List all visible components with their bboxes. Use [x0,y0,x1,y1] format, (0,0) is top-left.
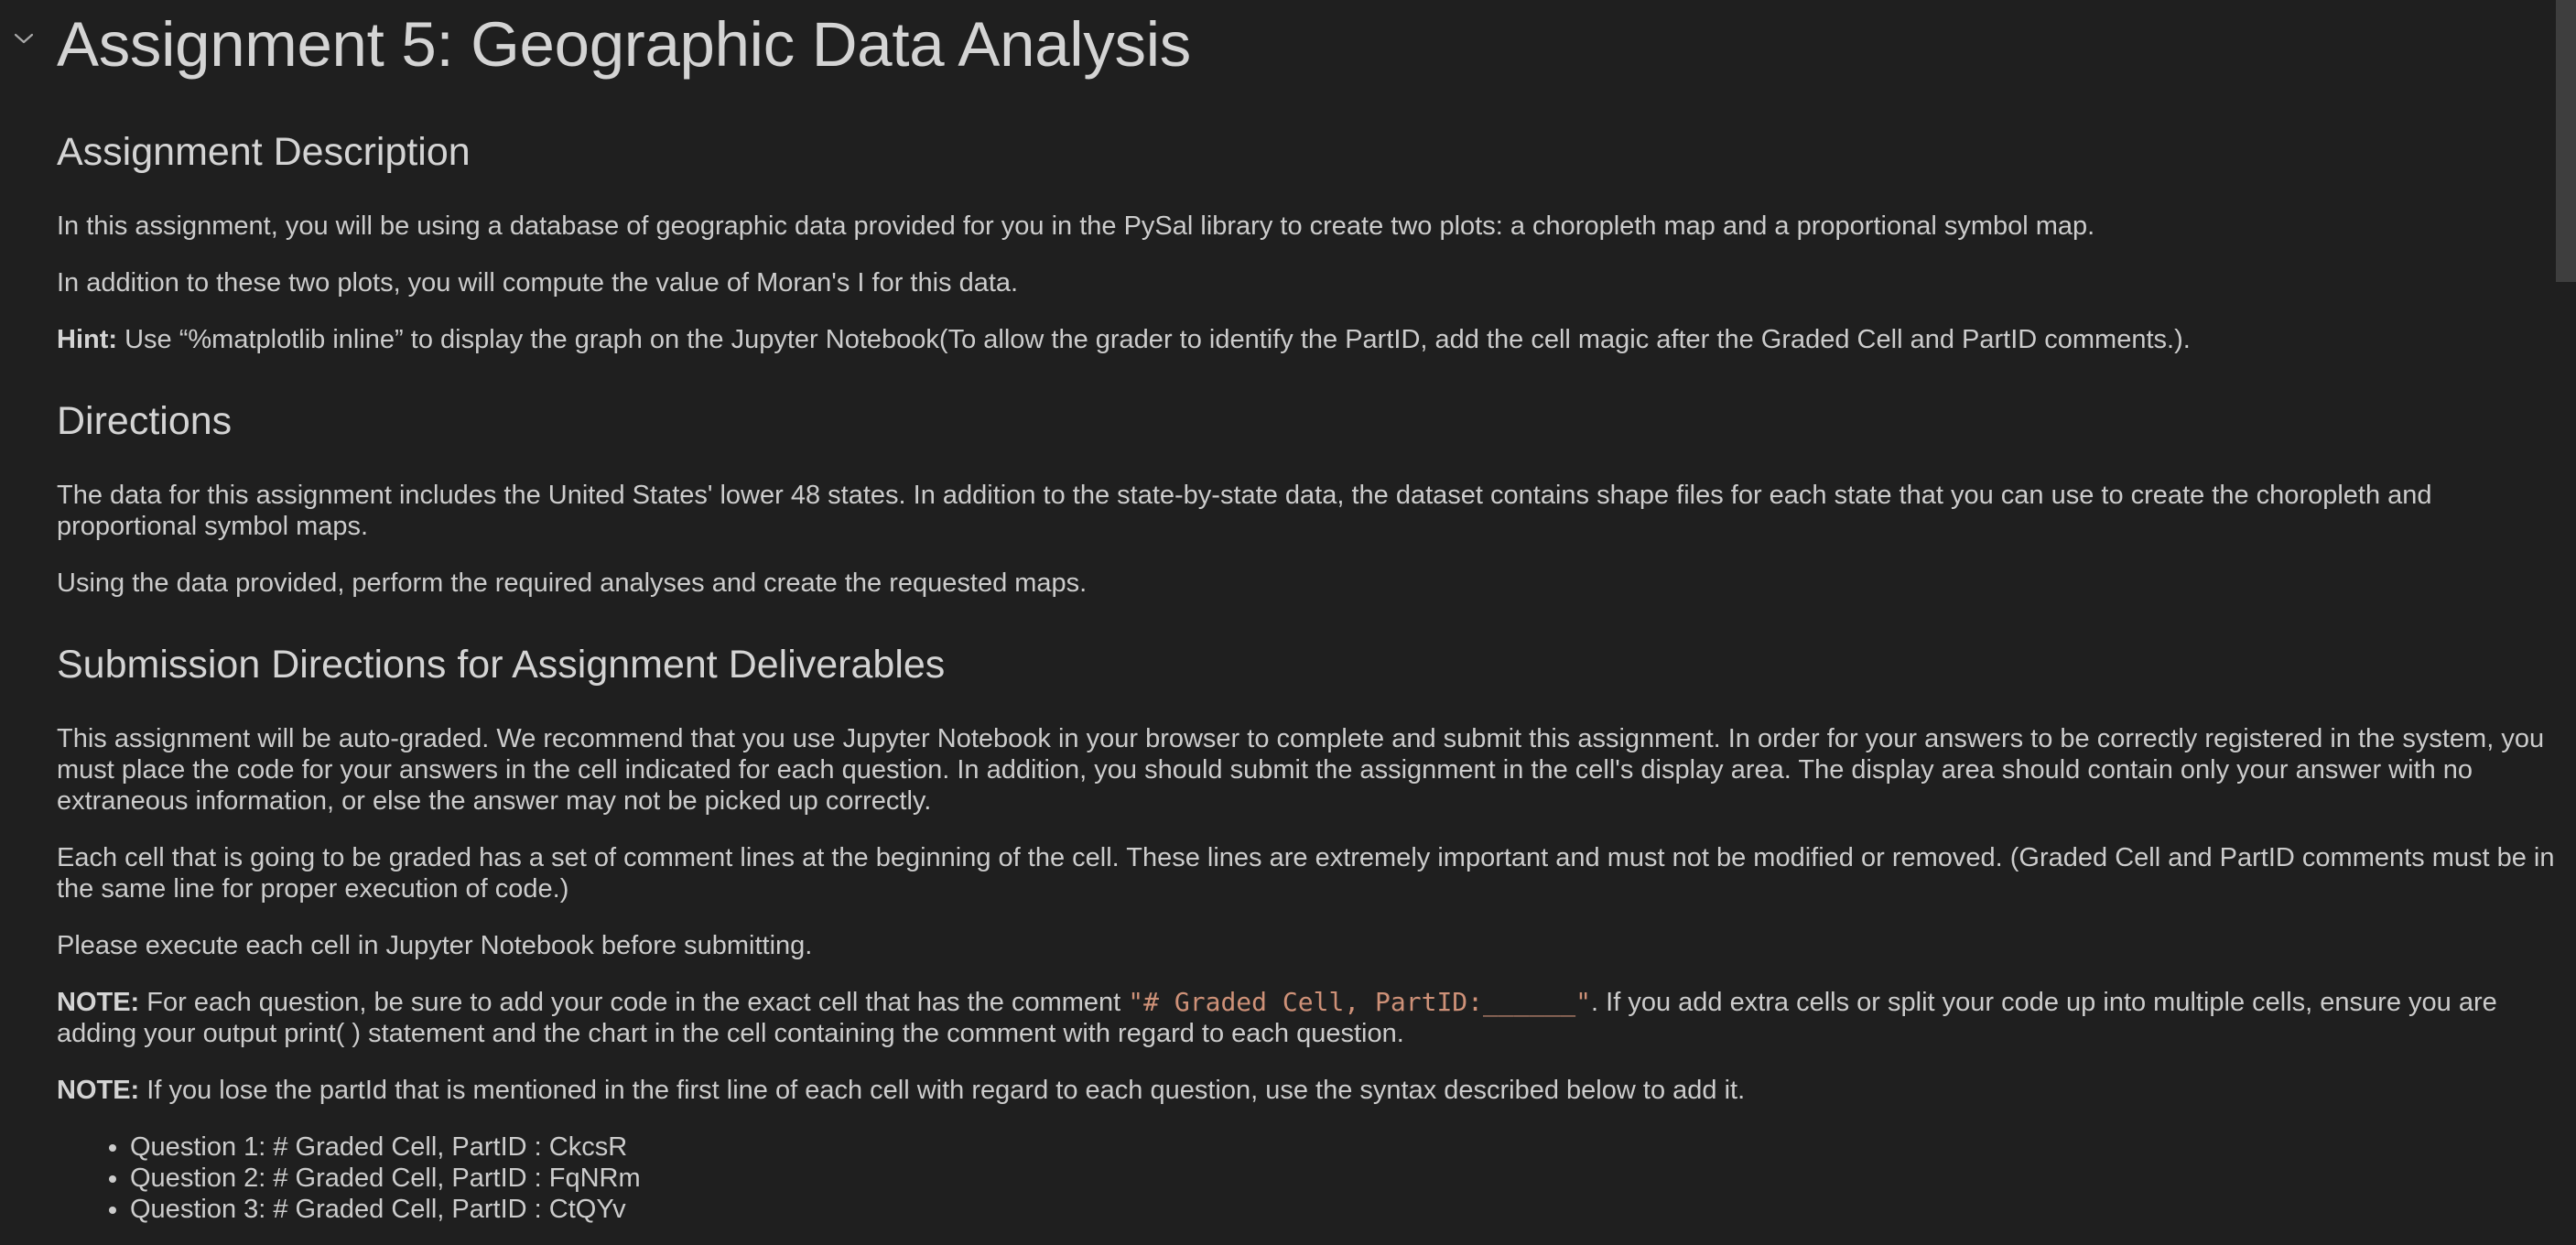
description-paragraph-1: In this assignment, you will be using a database of geographic data provided for you in the PySal library to create two plots: a choropleth map and a proportional symbol map. [57,211,2095,241]
note-text-post: . If you add extra cells or split your code up into multiple cells, ensure you are adding your output print( ) statement and the chart in the cell containing the comment with regard to each question. [57,988,2497,1048]
question-list [57,1131,2565,1225]
graded-cell-comment: "# Graded Cell, PartID:______" [1128,987,1592,1017]
hint-paragraph [57,324,2565,355]
list-item: • Question 1: # Graded Cell, PartID : CkcsR [130,1131,2565,1163]
chevron-down-icon[interactable] [11,26,37,51]
markdown-cell[interactable] [57,0,2565,1225]
note-label: NOTE: [57,988,140,1017]
directions-heading: Directions [57,399,233,443]
description-heading: Assignment Description [57,130,471,174]
hint-label: Hint: [57,325,118,354]
description-paragraph-2: In addition to these two plots, you will compute the value of Moran's I for this data. [57,268,1019,298]
directions-paragraph-1: The data for this assignment includes the United States' lower 48 states. In addition to the state-by-state data, the dataset contains shape files for each state that you can use to create the choropleth and proportional symbol maps. [57,481,2432,541]
page-title: Assignment 5: Geographic Data Analysis [57,9,1191,80]
submission-paragraph-1: This assignment will be auto-graded. We recommend that you use Jupyter Notebook in your browser to complete and submit this assignment. In order for your answers to be correctly registered in the system, you must place the code for your answers in the cell indicated for each question. In addition, you should submit the assignment in the cell's display area. The display area should contain only your answer with no extraneous information, or else the answer may not be picked up correctly. [57,724,2545,816]
list-item: • Question 3: # Graded Cell, PartID : CtQYv [130,1194,2565,1225]
submission-paragraph-3: Please execute each cell in Jupyter Notebook before submitting. [57,931,813,960]
note-paragraph-2 [57,1075,2565,1106]
note-text: If you lose the partId that is mentioned in the first line of each cell with regard to each question, use the syntax described below to add it. [139,1076,1746,1105]
list-item: • Question 2: # Graded Cell, PartID : FqNRm [130,1163,2565,1194]
note-label: NOTE: [57,1076,140,1105]
directions-paragraph-2: Using the data provided, perform the required analyses and create the requested maps. [57,568,1088,598]
submission-paragraph-2: Each cell that is going to be graded has a set of comment lines at the beginning of the cell. These lines are extremely important and must not be modified or removed. (Graded Cell and PartID comments must be in the same line for proper execution of code.) [57,843,2555,904]
submission-heading: Submission Directions for Assignment Deliverables [57,643,946,687]
vertical-scrollbar[interactable] [2554,0,2576,1245]
note-text-pre: For each question, be sure to add your code in the exact cell that has the comment [139,988,1129,1017]
note-paragraph-1 [57,987,2565,1049]
hint-text: Use “%matplotlib inline” to display the graph on the Jupyter Notebook(To allow the grader to identify the PartID, add the cell magic after the Graded Cell and PartID comments.). [117,325,2191,354]
scrollbar-thumb[interactable] [2556,0,2576,282]
